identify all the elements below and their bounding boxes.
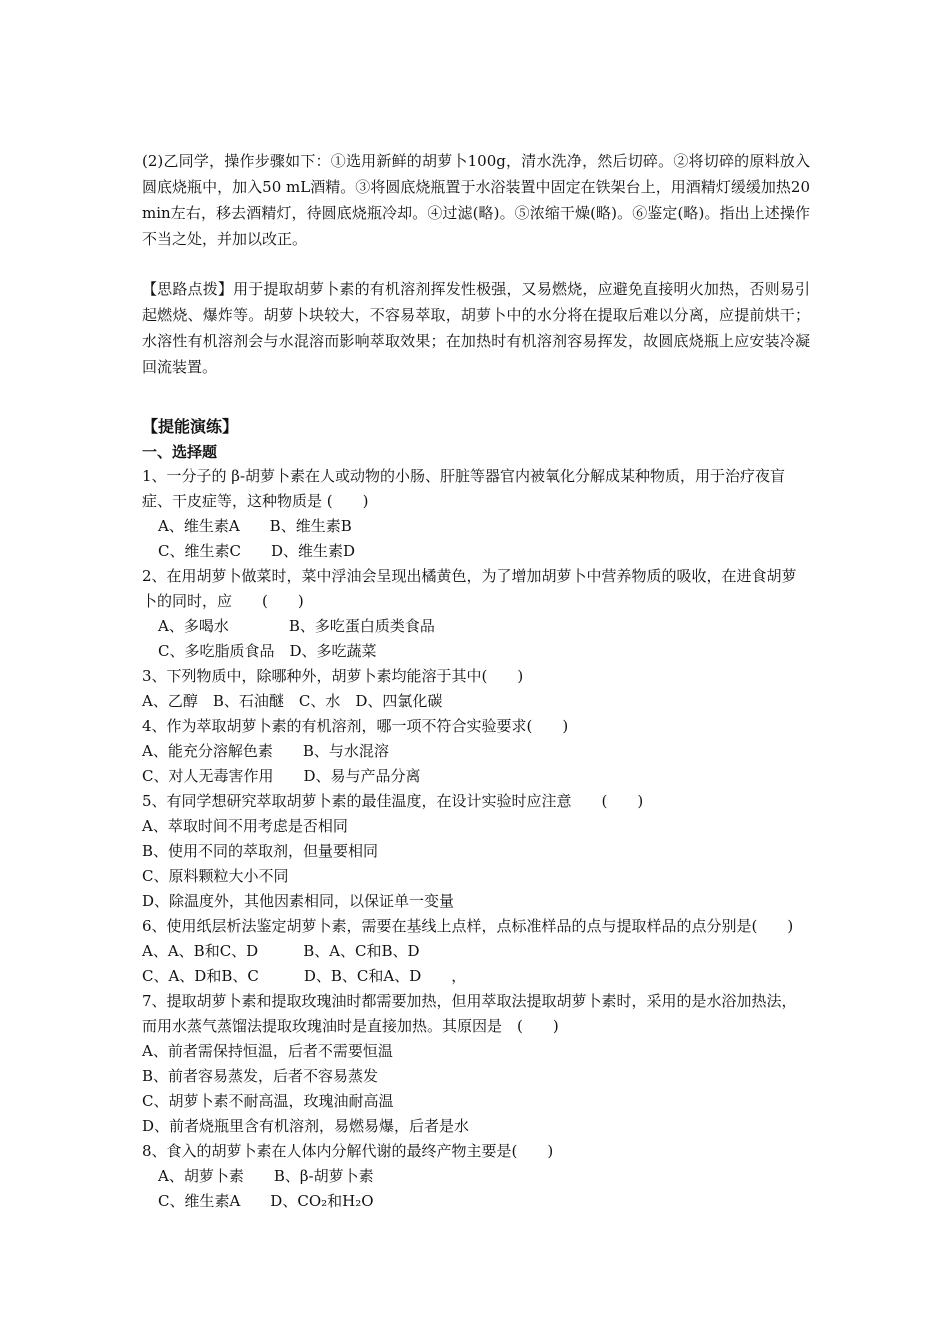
question-option: A、多喝水 B、多吃蛋白质类食品 [158, 617, 435, 635]
question-stem: 7、提取胡萝卜素和提取玫瑰油时都需要加热，但用萃取法提取胡萝卜素时，采用的是水浴加热法，而用水蒸气蒸馏法提取玫瑰油时是直接加热。其原因是 ( ) [142, 992, 797, 1035]
question-option: C、维生素C D、维生素D [158, 542, 356, 560]
question-option: C、A、D和B、C D、B、C和A、D ， [142, 967, 467, 985]
hint-paragraph: 【思路点拨】用于提取胡萝卜素的有机溶剂挥发性极强，又易燃烧，应避免直接明火加热，否则易引起燃烧、爆炸等。胡萝卜块较大，不容易萃取，胡萝卜中的水分将在提取后难以分离，应提前烘干；水溶性有机溶剂会与水混溶而影响萃取效果；在加热时有机溶剂容易挥发，故圆底烧瓶上应安装冷凝回流装置。 [142, 280, 810, 376]
question-option: C、原料颗粒大小不同 [142, 867, 289, 885]
question-option: B、使用不同的萃取剂，但量要相同 [142, 842, 379, 860]
question-option: D、除温度外，其他因素相同，以保证单一变量 [142, 892, 455, 910]
question-option: A、前者需保持恒温，后者不需要恒温 [142, 1042, 393, 1060]
question-7 [142, 989, 810, 1139]
question-option: D、前者烧瓶里含有机溶剂，易燃易爆，后者是水 [142, 1117, 470, 1135]
question-option: A、能充分溶解色素 B、与水混溶 [142, 742, 389, 760]
question-option: B、前者容易蒸发，后者不容易蒸发 [142, 1067, 379, 1085]
question-6 [142, 914, 810, 989]
question-option: C、多吃脂质食品 D、多吃蔬菜 [158, 642, 377, 660]
question-stem: 4、作为萃取胡萝卜素的有机溶剂，哪一项不符合实验要求( ) [142, 717, 569, 735]
question-stem: 3、下列物质中，除哪种外，胡萝卜素均能溶于其中( ) [142, 667, 524, 685]
question-4 [142, 714, 810, 789]
question-stem: 2、在用胡萝卜做菜时，菜中浮油会呈现出橘黄色，为了增加胡萝卜中营养物质的吸收，在进食胡萝卜的同时，应 ( ) [142, 567, 797, 610]
question-option: C、维生素A D、CO₂和H₂O [158, 1192, 374, 1210]
question-3 [142, 664, 810, 714]
section-subtitle: 一、选择题 [142, 443, 218, 461]
question-option: A、维生素A B、维生素B [158, 517, 352, 535]
intro-paragraph: (2)乙同学，操作步骤如下：①选用新鲜的胡萝卜100g，清水洗净，然后切碎。②将切碎的原料放入圆底烧瓶中，加入50 mL酒精。③将圆底烧瓶置于水浴装置中固定在铁架台上，用酒精灯缓缓加热20 min左右，移去酒精灯，待圆底烧瓶冷却。④过滤(略)。⑤浓缩干燥(略)。⑥鉴定(略)。指出上述操作不当之处，并加以改正。 [142, 152, 810, 248]
question-option: A、胡萝卜素 B、β-胡萝卜素 [158, 1167, 374, 1185]
question-stem: 6、使用纸层析法鉴定胡萝卜素，需要在基线上点样，点标准样品的点与提取样品的点分别是( ) [142, 917, 794, 935]
question-option: C、对人无毒害作用 D、易与产品分离 [142, 767, 421, 785]
question-option: C、胡萝卜素不耐高温，玫瑰油耐高温 [142, 1092, 394, 1110]
question-stem: 1、一分子的 β-胡萝卜素在人或动物的小肠、肝脏等器官内被氧化分解成某种物质，用于治疗夜盲症、干皮症等，这种物质是 ( ) [142, 467, 786, 510]
document-content [142, 148, 810, 1214]
section-title: 【提能演练】 [142, 417, 239, 436]
question-stem: 5、有同学想研究萃取胡萝卜素的最佳温度，在设计实验时应注意 ( ) [142, 792, 644, 810]
question-5 [142, 789, 810, 914]
question-2 [142, 564, 810, 664]
question-option: A、A、B和C、D B、A、C和B、D [142, 942, 420, 960]
question-1 [142, 464, 810, 564]
question-8 [142, 1139, 810, 1214]
question-stem: 8、食入的胡萝卜素在人体内分解代谢的最终产物主要是( ) [142, 1142, 554, 1160]
question-option: A、乙醇 B、石油醚 C、水 D、四氯化碳 [142, 692, 443, 710]
question-option: A、萃取时间不用考虑是否相同 [142, 817, 348, 835]
